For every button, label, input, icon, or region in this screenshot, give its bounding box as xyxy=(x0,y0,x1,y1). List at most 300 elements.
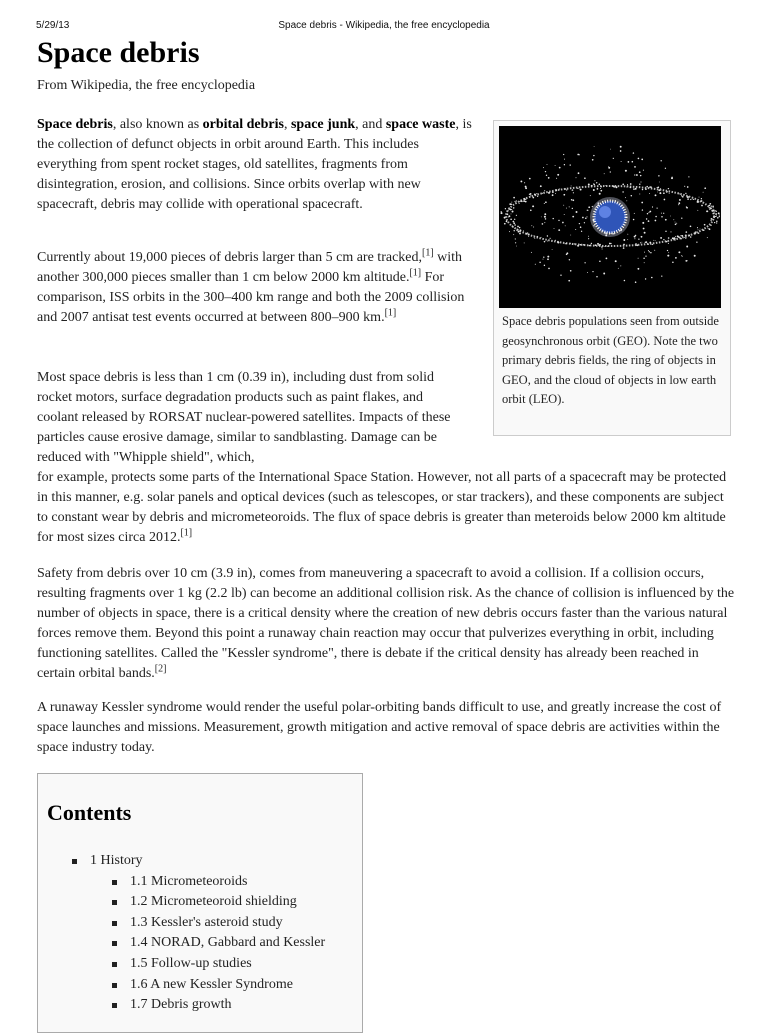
debris-dot xyxy=(525,201,527,203)
debris-dot xyxy=(585,217,587,219)
debris-dot xyxy=(715,210,716,211)
debris-dot xyxy=(569,259,570,260)
debris-dot xyxy=(719,215,720,216)
debris-dot xyxy=(570,235,571,236)
debris-dot xyxy=(659,182,660,183)
debris-dot xyxy=(541,216,542,217)
debris-dot xyxy=(715,213,717,215)
debris-dot xyxy=(584,262,585,263)
article-title: Space debris xyxy=(37,36,200,69)
print-page-title: Space debris - Wikipedia, the free encyclopedia xyxy=(278,20,490,31)
debris-dot xyxy=(566,189,567,190)
kessler-paragraph xyxy=(37,698,737,758)
debris-dot xyxy=(700,229,701,230)
text: , also known as xyxy=(112,117,203,132)
citation-link[interactable]: [1] xyxy=(409,267,422,279)
toc-item[interactable] xyxy=(130,892,297,912)
debris-dot xyxy=(543,257,544,258)
debris-dot xyxy=(515,238,516,239)
debris-dot xyxy=(641,159,643,161)
debris-dot xyxy=(645,242,646,243)
bullet-icon xyxy=(112,941,117,946)
debris-dot xyxy=(703,192,704,193)
debris-dot xyxy=(610,149,611,150)
toc-item-label: 1.5 Follow-up studies xyxy=(130,956,252,971)
debris-dot xyxy=(547,256,549,258)
debris-dot xyxy=(546,175,547,176)
debris-dot xyxy=(638,158,640,160)
citation-link[interactable]: [1] xyxy=(422,247,434,259)
debris-dot xyxy=(513,207,515,209)
debris-dot xyxy=(714,222,715,223)
debris-dot xyxy=(663,213,664,214)
debris-dot xyxy=(544,222,545,223)
debris-dot xyxy=(666,192,667,193)
debris-dot xyxy=(698,229,699,230)
debris-dot xyxy=(544,190,545,191)
debris-dot xyxy=(642,222,644,224)
intro-paragraph xyxy=(37,115,477,215)
toc-item[interactable] xyxy=(130,975,293,995)
debris-dot xyxy=(682,256,683,257)
debris-dot xyxy=(527,232,528,233)
debris-dot xyxy=(634,213,635,214)
debris-dot xyxy=(516,215,517,216)
debris-dot xyxy=(531,225,532,226)
debris-dot xyxy=(668,237,670,239)
print-header xyxy=(0,14,768,30)
debris-dot xyxy=(536,193,537,194)
debris-dot xyxy=(639,171,641,173)
debris-dot xyxy=(641,236,643,238)
debris-dot xyxy=(717,217,719,219)
debris-dot xyxy=(651,277,653,279)
debris-dot xyxy=(604,173,605,174)
debris-dot xyxy=(565,225,566,226)
debris-dot xyxy=(631,195,632,196)
debris-dot xyxy=(716,221,718,223)
debris-dot xyxy=(655,240,656,241)
debris-dot xyxy=(649,251,650,252)
bold-term: Space debris xyxy=(37,117,113,132)
debris-dot xyxy=(540,185,542,187)
debris-dot xyxy=(511,209,512,210)
text: with another 300,000 pieces smaller than 1 cm below 2000 km altitude. xyxy=(37,250,463,285)
debris-dot xyxy=(513,197,515,199)
debris-dot xyxy=(582,217,584,219)
debris-dot xyxy=(610,243,612,245)
debris-dot xyxy=(570,164,571,165)
debris-dot xyxy=(609,243,610,244)
debris-dot xyxy=(568,280,570,282)
text: A runaway Kessler syndrome would render the useful polar-orbiting bands difficult to use, and greatly increase the cost of space launches and missions. Measurement, growth mitigation and active removal of space debris are activities within the space industry today. xyxy=(37,700,722,755)
debris-dot xyxy=(575,229,576,230)
debris-dot xyxy=(563,154,564,155)
debris-dot xyxy=(652,206,653,207)
debris-dot xyxy=(508,215,510,217)
debris-dot xyxy=(711,206,712,207)
debris-dot xyxy=(660,160,661,161)
debris-dot xyxy=(686,246,688,248)
debris-dot xyxy=(665,219,667,221)
debris-dot xyxy=(606,258,608,260)
debris-dot xyxy=(529,178,531,180)
debris-dot xyxy=(685,260,687,262)
debris-dot xyxy=(644,252,645,253)
debris-dot xyxy=(653,240,654,241)
debris-dot xyxy=(603,273,605,275)
debris-dot xyxy=(542,223,544,225)
debris-dot xyxy=(572,190,573,191)
debris-dot xyxy=(657,208,658,209)
debris-dot xyxy=(679,199,681,201)
debris-dot xyxy=(593,155,594,156)
debris-dot xyxy=(594,180,595,181)
debris-dot xyxy=(628,161,630,163)
debris-dot xyxy=(563,205,564,206)
debris-dot xyxy=(530,210,532,212)
debris-dot xyxy=(664,199,666,201)
debris-dot xyxy=(716,222,717,223)
debris-dot xyxy=(657,186,659,188)
debris-dot xyxy=(505,208,506,209)
debris-dot xyxy=(686,207,688,209)
space-debris-image[interactable] xyxy=(499,126,721,308)
debris-dot xyxy=(649,211,651,213)
toc-item[interactable] xyxy=(130,995,232,1015)
debris-dot xyxy=(682,196,684,198)
debris-dot xyxy=(501,212,503,214)
debris-dot xyxy=(569,206,570,207)
debris-dot xyxy=(625,197,626,198)
debris-dot xyxy=(643,170,644,171)
debris-dot xyxy=(673,219,674,220)
debris-dot xyxy=(553,218,554,219)
debris-dot xyxy=(577,154,579,156)
debris-dot xyxy=(608,167,610,169)
debris-dot xyxy=(690,236,692,238)
debris-dot xyxy=(620,150,622,152)
debris-dot xyxy=(655,220,657,222)
debris-dot xyxy=(605,185,606,186)
debris-dot xyxy=(709,203,711,205)
debris-dot xyxy=(642,209,643,210)
debris-dot xyxy=(633,219,635,221)
debris-dot xyxy=(513,234,514,235)
tracking-paragraph xyxy=(37,248,477,328)
toc-item-label: 1.4 NORAD, Gabbard and Kessler xyxy=(130,935,326,951)
citation-link[interactable]: [1] xyxy=(180,527,193,539)
debris-dot xyxy=(684,186,685,187)
debris-dot xyxy=(555,193,556,194)
debris-dot xyxy=(618,268,619,269)
bold-term: space waste xyxy=(385,117,456,132)
debris-dot xyxy=(632,161,634,163)
debris-dot xyxy=(638,258,639,259)
bold-term: orbital debris xyxy=(202,117,284,132)
debris-dot xyxy=(623,247,625,249)
debris-dot xyxy=(663,192,665,194)
bullet-icon xyxy=(112,921,117,926)
debris-dot xyxy=(650,252,651,253)
safety-paragraph xyxy=(37,564,737,684)
debris-dot xyxy=(668,243,669,244)
debris-dot xyxy=(687,186,689,188)
text: Safety from debris over 10 cm (3.9 in), comes from maneuvering a spacecraft to avoid a collision. If a collision occurs, resulting fragments over 1 kg (2.2 lb) can become an additional collision risk. As the chance of collision is influenced by the number of objects in space, there is a critical density where the creation of new debris occurs faster than the various natural forces remove them. Beyond this point a runaway chain reaction may occur that pulverizes everything in orbit, including functioning satellites. Called the "Kessler syndrome", there is debate if the critical density has already been reached in certain orbital bands. xyxy=(37,566,735,681)
debris-dot xyxy=(545,218,547,220)
debris-dot xyxy=(547,235,548,236)
debris-dot xyxy=(545,201,547,203)
debris-dot xyxy=(707,237,708,238)
debris-dot xyxy=(630,183,632,185)
debris-dot xyxy=(558,220,559,221)
toc-item[interactable] xyxy=(130,954,252,974)
debris-dot xyxy=(604,246,605,247)
debris-dot xyxy=(684,237,685,238)
debris-dot xyxy=(676,223,677,224)
debris-dot xyxy=(633,188,634,189)
toc-item-label: 1.3 Kessler's asteroid study xyxy=(130,914,283,930)
debris-dot xyxy=(588,236,589,237)
debris-dot xyxy=(531,252,532,253)
debris-dot xyxy=(537,196,538,197)
debris-dot xyxy=(587,272,588,273)
debris-dot xyxy=(564,164,565,165)
debris-dot xyxy=(688,176,689,177)
debris-dot xyxy=(532,205,534,207)
debris-dot xyxy=(580,226,582,228)
debris-dot xyxy=(516,200,517,201)
debris-dot xyxy=(648,250,649,251)
debris-dot xyxy=(547,258,549,260)
debris-dot xyxy=(675,222,676,223)
citation-link[interactable]: [1] xyxy=(384,307,397,319)
toc-item[interactable] xyxy=(130,933,325,953)
debris-dot xyxy=(671,177,672,178)
debris-dot xyxy=(513,221,515,223)
debris-dot xyxy=(678,204,679,205)
debris-dot xyxy=(564,214,565,215)
debris-dot xyxy=(584,222,585,223)
debris-dot xyxy=(624,280,626,282)
debris-dot xyxy=(552,194,554,196)
debris-dot xyxy=(600,188,601,189)
debris-dot xyxy=(608,166,609,167)
citation-link[interactable]: [2] xyxy=(154,663,167,675)
debris-dot xyxy=(588,210,589,211)
debris-dot xyxy=(644,232,646,234)
debris-dot xyxy=(660,237,662,239)
debris-dot xyxy=(641,242,642,243)
debris-dot xyxy=(640,181,641,182)
debris-dot xyxy=(615,260,617,262)
debris-dot xyxy=(586,216,587,217)
toc-item[interactable] xyxy=(90,851,143,871)
debris-dot xyxy=(670,231,671,232)
debris-dot xyxy=(573,192,574,193)
debris-dot xyxy=(675,236,676,237)
debris-dot xyxy=(519,233,521,235)
debris-dot xyxy=(645,278,646,279)
debris-dot xyxy=(655,194,657,196)
bullet-icon xyxy=(112,1003,117,1008)
debris-dot xyxy=(627,184,628,185)
debris-dot xyxy=(655,216,657,218)
debris-dot xyxy=(592,159,594,161)
debris-dot xyxy=(514,201,515,202)
debris-dot xyxy=(704,187,706,189)
debris-dot xyxy=(572,216,574,218)
figure-caption: Space debris populations seen from outside geosynchronous orbit (GEO). Note the two primary debris fields, the ring of objects in GEO, and the cloud of objects in low earth orbit (LEO). xyxy=(502,314,719,406)
debris-dot xyxy=(572,199,574,201)
debris-dot xyxy=(548,268,550,270)
debris-dot xyxy=(659,192,661,194)
debris-dot xyxy=(520,180,522,182)
debris-dot xyxy=(661,216,663,218)
debris-dot xyxy=(714,211,715,212)
debris-dot xyxy=(712,205,714,207)
debris-dot xyxy=(623,239,625,241)
debris-dot xyxy=(701,205,703,207)
debris-dot xyxy=(621,161,622,162)
debris-dot xyxy=(697,227,698,228)
toc-item-label: 1.6 A new Kessler Syndrome xyxy=(130,976,293,992)
debris-dot xyxy=(570,270,572,272)
debris-dot xyxy=(639,194,640,195)
debris-dot xyxy=(643,258,645,260)
debris-dot xyxy=(701,198,702,199)
debris-dot xyxy=(578,172,580,174)
debris-dot xyxy=(552,249,553,250)
debris-dot xyxy=(506,221,508,223)
debris-dot xyxy=(554,228,555,229)
debris-dot xyxy=(610,171,611,172)
debris-dot xyxy=(563,194,565,196)
debris-dot xyxy=(547,241,548,242)
debris-dot xyxy=(579,223,580,224)
debris-dot xyxy=(548,177,550,179)
debris-dot xyxy=(562,222,564,224)
debris-dot xyxy=(640,175,641,176)
toc-item[interactable] xyxy=(130,913,283,933)
debris-dot xyxy=(511,213,512,214)
debris-dot xyxy=(555,165,556,166)
debris-dot xyxy=(593,189,595,191)
debris-dot xyxy=(588,238,589,239)
debris-dot xyxy=(636,174,638,176)
debris-dot xyxy=(640,242,641,243)
debris-dot xyxy=(560,274,561,275)
debris-dot xyxy=(646,186,647,187)
bullet-icon xyxy=(112,880,117,885)
debris-dot xyxy=(681,255,682,256)
debris-dot xyxy=(627,239,628,240)
print-date: 5/29/13 xyxy=(36,20,70,31)
bullet-icon xyxy=(72,859,77,864)
debris-dot xyxy=(533,227,534,228)
debris-dot xyxy=(534,238,535,239)
debris-dot xyxy=(524,182,525,183)
debris-dot xyxy=(592,271,593,272)
debris-dot xyxy=(504,223,506,225)
debris-dot xyxy=(514,230,515,231)
debris-dot xyxy=(652,244,653,245)
debris-dot xyxy=(639,184,640,185)
debris-dot xyxy=(597,188,599,190)
debris-dot xyxy=(512,211,514,213)
debris-dot xyxy=(665,231,666,232)
debris-dot xyxy=(622,191,623,192)
debris-dot xyxy=(564,159,565,160)
debris-dot xyxy=(644,262,645,263)
debris-dot xyxy=(514,224,516,226)
debris-dot xyxy=(602,249,603,250)
debris-dot xyxy=(645,255,646,256)
debris-dot xyxy=(657,187,658,188)
debris-dot xyxy=(510,203,512,205)
debris-dot xyxy=(704,224,706,226)
debris-dot xyxy=(686,231,688,233)
debris-dot xyxy=(511,202,512,203)
debris-dot xyxy=(678,202,680,204)
debris-dot xyxy=(670,216,671,217)
debris-dot xyxy=(709,228,711,230)
debris-dot xyxy=(581,231,582,232)
bullet-icon xyxy=(112,962,117,967)
debris-dot xyxy=(525,186,527,188)
table-of-contents xyxy=(37,773,363,1033)
debris-dot xyxy=(519,227,521,229)
debris-dot xyxy=(514,219,515,220)
debris-dot xyxy=(663,239,664,240)
debris-dot xyxy=(545,171,546,172)
toc-item[interactable] xyxy=(130,872,247,892)
debris-dot xyxy=(584,177,586,179)
debris-dot xyxy=(591,243,592,244)
debris-dot xyxy=(647,213,648,214)
debris-dot xyxy=(674,237,675,238)
text: , and xyxy=(355,117,386,132)
debris-dot xyxy=(690,199,691,200)
debris-dot xyxy=(678,251,680,253)
debris-dot xyxy=(524,242,525,243)
debris-dot xyxy=(709,207,710,208)
toc-item-label: 1 History xyxy=(90,853,143,868)
debris-dot xyxy=(572,208,573,209)
debris-dot xyxy=(533,197,535,199)
debris-dot xyxy=(576,211,578,213)
toc-item-label: 1.7 Debris growth xyxy=(130,997,232,1013)
debris-dot xyxy=(535,264,536,265)
toc-item-label: 1.1 Micrometeoroids xyxy=(130,873,248,889)
debris-dot xyxy=(680,235,681,236)
text: , is the collection of defunct objects in orbit around Earth. This includes everything from spent rocket stages, old satellites, fragments from disintegration, erosion, and collisions. Since orbits overlap with new spacecraft, debris may collide with operational spacecraft. xyxy=(37,117,472,212)
debris-dot xyxy=(706,210,708,212)
debris-dot xyxy=(539,262,540,263)
debris-dot xyxy=(687,198,689,200)
debris-dot xyxy=(571,185,572,186)
text: for example, protects some parts of the International Space Station. However, not all parts of a spacecraft may be protected in this manner, e.g. solar panels and optical devices (such as telescopes, or star trackers), and these components are subject to constant wear by debris and micrometeoroids. The flux of space debris is greater than meteroids below 2000 km altitude for most sizes circa 2012. xyxy=(37,470,727,545)
debris-dot xyxy=(661,275,662,276)
debris-dot xyxy=(634,166,636,168)
debris-dot xyxy=(716,216,717,217)
debris-dot xyxy=(600,190,602,192)
debris-dot xyxy=(556,178,557,179)
toc-item-label: 1.2 Micrometeoroid shielding xyxy=(130,894,297,910)
debris-dot xyxy=(638,239,639,240)
debris-dot xyxy=(544,241,546,243)
debris-dot xyxy=(643,228,645,230)
